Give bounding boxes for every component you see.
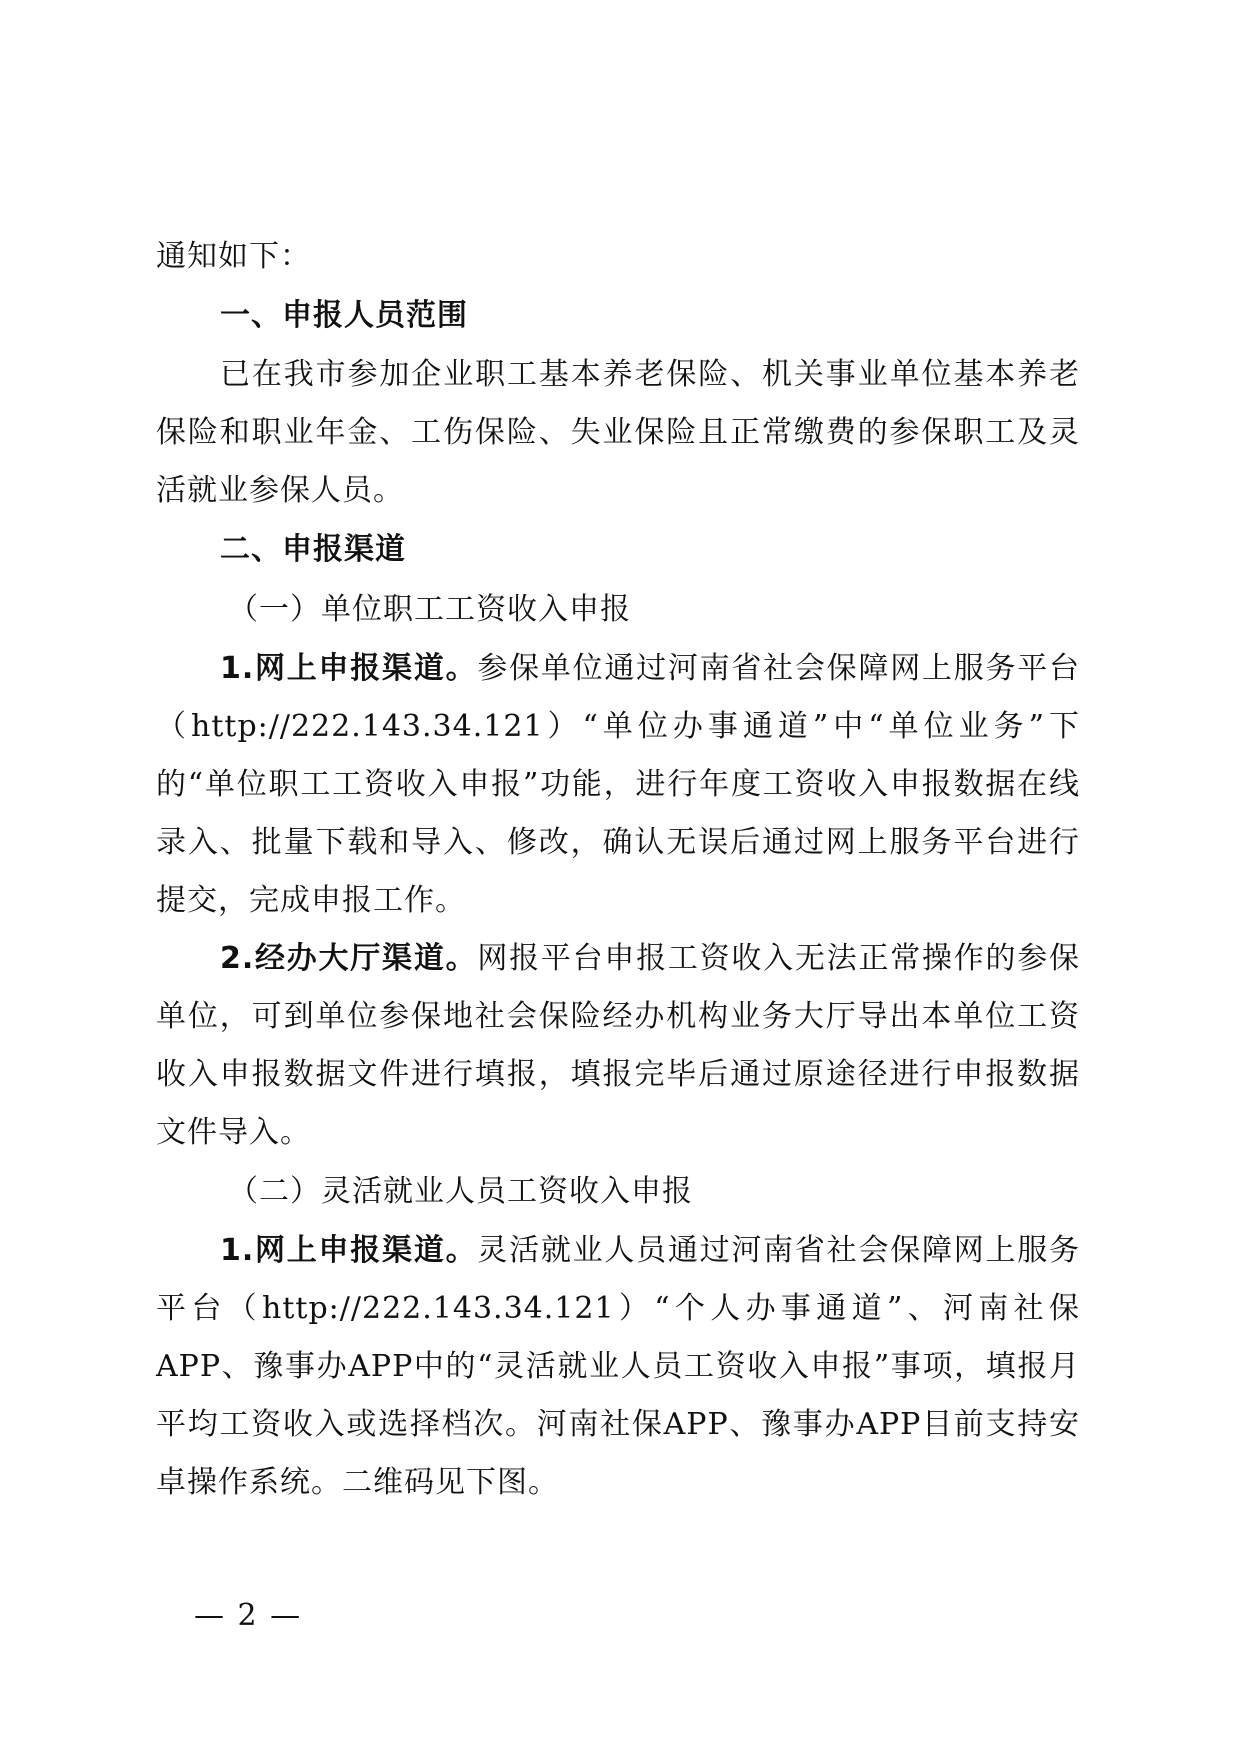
subsection1-item1-label: 1.网上申报渠道。	[220, 651, 478, 686]
intro-text: 通知如下：	[156, 239, 311, 274]
subsection1-item2-text: 网报平台申报工资收入无法正常操作的参保单位，可到单位参保地社会保险经办机构业务大厅导出本单位工资收入申报数据文件进行填报，填报完毕后通过原途径进行申报数据文件导入。	[156, 941, 1080, 1150]
subsection2-item1-text: 灵活就业人员通过河南省社会保障网上服务平台（http://222.143.34.121）“个人办事通道”、河南社保APP、豫事办APP中的“灵活就业人员工资收入申报”事项，填报月平均工资收入或选择档次。河南社保APP、豫事办APP目前支持安卓操作系统。二维码见下图。	[156, 1233, 1080, 1500]
subsection2-item1	[156, 1222, 1080, 1512]
document-body	[156, 228, 1080, 1512]
subsection1-item2	[156, 930, 1080, 1162]
subsection2-item1-label: 1.网上申报渠道。	[220, 1233, 478, 1268]
subsection1-heading: （一）单位职工工资收入申报	[228, 592, 631, 627]
subsection1-item1-text: 参保单位通过河南省社会保障网上服务平台（http://222.143.34.121）“单位办事通道”中“单位业务”下的“单位职工工资收入申报”功能，进行年度工资收入申报数据在线录入、批量下载和导入、修改，确认无误后通过网上服务平台进行提交，完成申报工作。	[156, 651, 1080, 918]
section2-heading: 二、申报渠道	[220, 532, 406, 567]
subsection2-heading: （二）灵活就业人员工资收入申报	[228, 1174, 693, 1209]
page-number: — 2 —	[194, 1598, 303, 1633]
section1-body: 已在我市参加企业职工基本养老保险、机关事业单位基本养老保险和职业年金、工伤保险、失业保险且正常缴费的参保职工及灵活就业参保人员。	[156, 357, 1080, 508]
section1-heading: 一、申报人员范围	[220, 298, 468, 333]
subsection1-item1	[156, 640, 1080, 930]
subsection1-item2-label: 2.经办大厅渠道。	[220, 941, 478, 976]
